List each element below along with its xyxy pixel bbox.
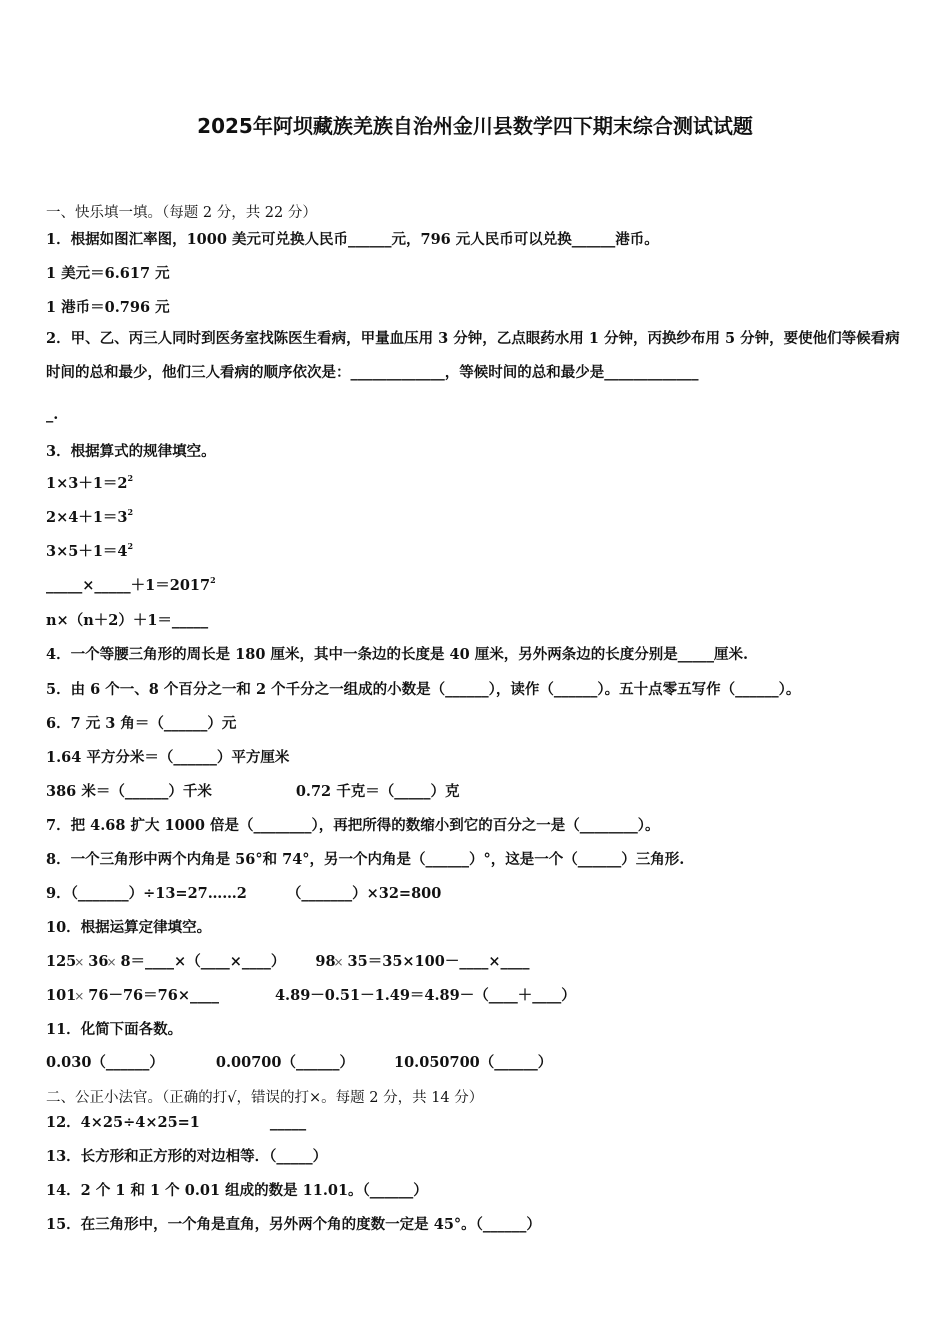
question-9: 9．（_______）÷13=27……2 （_______）×32=800	[46, 885, 442, 902]
section-2-heading: 二、公正小法官。（正确的打√，错误的打×。每题 2 分，共 14 分）	[46, 1090, 484, 1106]
q1-rate-hkd: 1 港币＝0.796 元	[46, 299, 170, 316]
q3-line-2: $2\times 4+1=3^2$	[46, 507, 134, 526]
question-14: 14．2 个 1 和 1 个 0.01 组成的数是 11.01。（______）	[46, 1182, 428, 1199]
q10-line-1: 125 36 8＝____×（____×____） 98 35＝35×100－____×____	[46, 953, 530, 970]
q11-items: 0.030（______） 0.00700（______） 10.050700（______）	[46, 1054, 553, 1071]
q3-exponent: 2	[127, 541, 134, 551]
q3-line-5: n×（n＋2）＋1＝_____	[46, 612, 209, 629]
page-title: 2025年阿坝藏族羌族自治州金川县数学四下期末综合测试试题	[197, 114, 753, 138]
question-10: 10．根据运算定律填空。	[46, 919, 212, 936]
question-11: 11．化简下面各数。	[46, 1021, 183, 1038]
question-15: 15．在三角形中，一个角是直角，另外两个角的度数一定是 45°。（______）	[46, 1216, 541, 1233]
q6-line-3: 386 米＝（______）千米 0.72 千克＝（_____）克	[46, 783, 460, 800]
question-1: 1．根据如图汇率图，1000 美元可兑换人民币______元，796 元人民币可以兑换______港币。	[46, 231, 659, 248]
section-1-heading: 一、快乐填一填。（每题 2 分，共 22 分）	[46, 205, 317, 221]
question-2-tail: _.	[46, 406, 59, 423]
question-8: 8．一个三角形中两个内角是 56°和 74°，另一个内角是（______）°，这是一个（______）三角形.	[46, 851, 685, 868]
q3-line-4: $\_\_\_\_\_\times\_\_\_\_\_+1=2017^2$	[46, 575, 216, 594]
q3-line-1: $1\times 3+1=2^2$	[46, 473, 134, 492]
q3-exponent: 2	[210, 575, 216, 585]
question-3: 3．根据算式的规律填空。	[46, 443, 216, 460]
question-4: 4．一个等腰三角形的周长是 180 厘米，其中一条边的长度是 40 厘米，另外两条边的长度分别是_____厘米.	[46, 646, 749, 663]
q10-line-2: 101 76－76＝76×____ 4.89－0.51－1.49＝4.89－（____＋____）	[46, 987, 576, 1004]
question-13: 13．长方形和正方形的对边相等．（_____）	[46, 1148, 328, 1165]
q3-line-3: $3\times 5+1=4^2$	[46, 541, 134, 560]
question-7: 7．把 4.68 扩大 1000 倍是（________），再把所得的数缩小到它的百分之一是（________）。	[46, 817, 660, 834]
question-6: 6．7 元 3 角＝（______）元	[46, 715, 237, 732]
question-5: 5．由 6 个一、8 个百分之一和 2 个千分之一组成的小数是（______），读作（______）。五十点零五写作（______）。	[46, 681, 801, 698]
question-12: 12．4×25÷4×25=1 _____	[46, 1114, 307, 1131]
question-2: 2．甲、乙、丙三人同时到医务室找陈医生看病，甲量血压用 3 分钟，乙点眼药水用 1 分钟，丙换纱布用 5 分钟，要使他们等候看病时间的总和最少，他们三人看病的顺序依次是：_____________，等候时间的总和最少是_____________	[46, 330, 900, 381]
q6-line-2: 1.64 平方分米＝（______）平方厘米	[46, 749, 290, 766]
q1-rate-usd: 1 美元＝6.617 元	[46, 265, 170, 282]
q3-exponent: 2	[127, 473, 134, 483]
q3-exponent: 2	[127, 507, 134, 517]
